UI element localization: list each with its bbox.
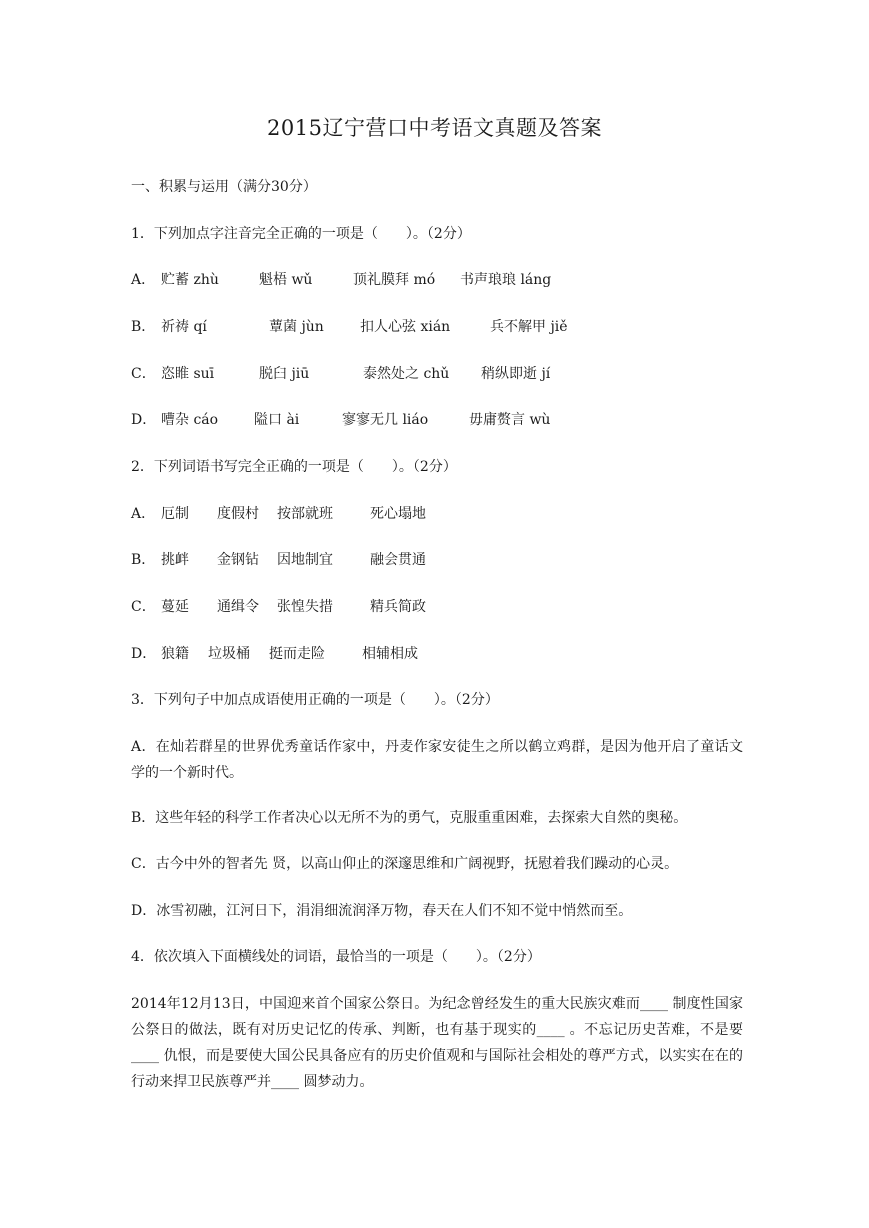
question-3-stem: 3．下列句子中加点成语使用正确的一项是（ ）。（2分） — [131, 692, 499, 708]
question-1-option-c: C． 恣睢 suī 脱臼 jiū 泰然处之 chǔ 稍纵即逝 jí — [131, 366, 551, 382]
question-3-option-b: B．这些年轻的科学工作者决心以无所不为的勇气，克服重重困难，去探索大自然的奥秘。 — [131, 810, 688, 826]
document-title: 2015辽宁营口中考语文真题及答案 — [267, 116, 602, 140]
question-4-stem: 4．依次填入下面横线处的词语，最恰当的一项是（ ）。（2分） — [131, 949, 541, 965]
question-1-option-d: D． 嘈杂 cáo 隘口 ài 寥寥无几 liáo 毋庸赘言 wù — [131, 412, 551, 428]
question-2-option-b: B． 挑衅 金钢钻 因地制宜 融会贯通 — [131, 552, 426, 568]
question-3-option-d: D．冰雪初融，江河日下，涓涓细流润泽万物，春天在人们不知不觉中悄然而至。 — [131, 903, 633, 919]
question-1-option-a: A． 贮蓄 zhù 魁梧 wǔ 顶礼膜拜 mó 书声琅琅 láng — [131, 272, 552, 288]
question-1-option-b: B． 祈祷 qí 蕈菌 jùn 扣人心弦 xián 兵不解甲 jiě — [131, 319, 568, 335]
question-3-option-a: A．在灿若群星的世界优秀童话作家中，丹麦作家安徒生之所以鹤立鸡群，是因为他开启了童话文学的一个新时代。 — [131, 739, 743, 781]
question-4-passage: 2014年12月13日，中国迎来首个国家公祭日。为纪念曾经发生的重大民族灾难而____ 制度性国家公祭日的做法，既有对历史记忆的传承、判断，也有基于现实的____ 。不忘记历史苦难，不是要____ 仇恨，而是要使大国公民具备应有的历史价值观和与国际社会相处的尊严方式，以实实在在的行动来捍卫民族尊严并____ 圆梦动力。 — [131, 996, 743, 1090]
question-2-stem: 2．下列词语书写完全正确的一项是（ ）。（2分） — [131, 459, 457, 475]
question-1-stem: 1．下列加点字注音完全正确的一项是（ ）。（2分） — [131, 226, 471, 242]
question-3-option-c: C．古今中外的智者先 贤，以高山仰止的深邃思维和广阔视野，抚慰着我们躁动的心灵。 — [131, 856, 679, 872]
section-heading: 一、积累与运用（满分30分） — [131, 179, 317, 195]
question-2-option-c: C． 蔓延 通缉令 张惶失措 精兵简政 — [131, 599, 426, 615]
question-2-option-d: D． 狼籍 垃圾桶 挺而走险 相辅相成 — [131, 646, 418, 662]
question-2-option-a: A． 厄制 度假村 按部就班 死心塌地 — [131, 506, 426, 522]
